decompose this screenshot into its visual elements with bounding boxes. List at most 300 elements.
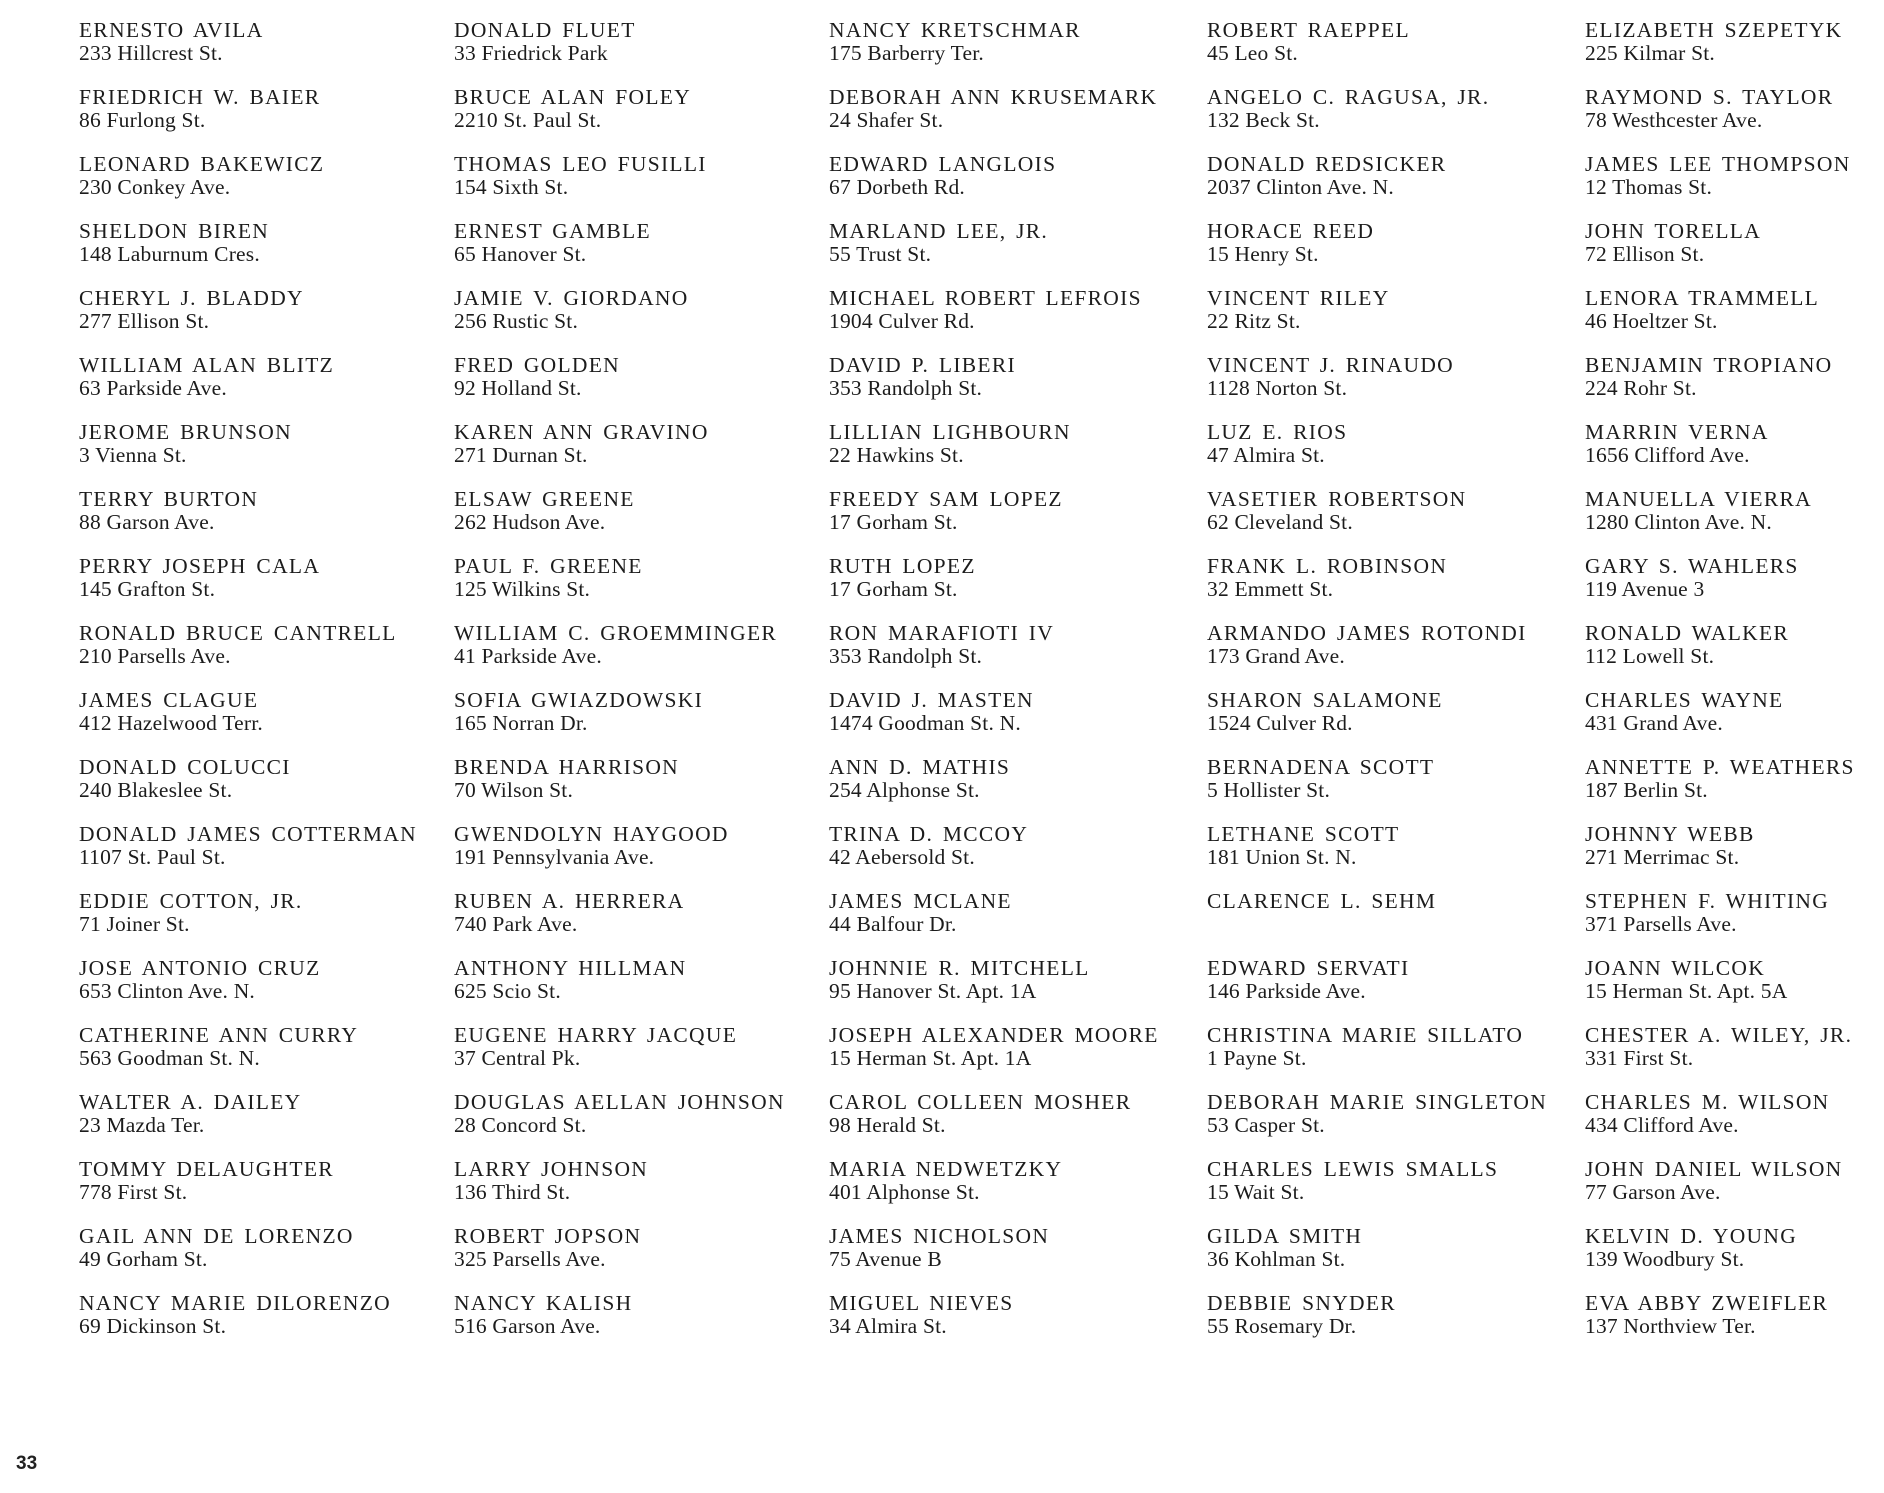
entry-name: MARRIN VERNA xyxy=(1585,420,1769,444)
entry-name: EVA ABBY ZWEIFLER xyxy=(1585,1291,1829,1315)
directory-entry xyxy=(1585,421,1881,488)
entry-name: DONALD JAMES COTTERMAN xyxy=(79,822,417,846)
entry-address: 69 Dickinson St. xyxy=(79,1314,227,1338)
entry-name: JOHNNY WEBB xyxy=(1585,822,1755,846)
directory-entry xyxy=(454,1024,824,1091)
entry-name: DEBORAH MARIE SINGLETON xyxy=(1207,1090,1548,1114)
directory-entry xyxy=(1207,756,1577,823)
directory-entry xyxy=(829,1225,1199,1292)
entry-address: 17 Gorham St. xyxy=(829,510,958,534)
entry-name: RUTH LOPEZ xyxy=(829,554,976,578)
directory-entry xyxy=(79,19,449,86)
entry-address: 146 Parkside Ave. xyxy=(1207,979,1366,1003)
entry-name: EDWARD SERVATI xyxy=(1207,956,1410,980)
entry-address: 401 Alphonse St. xyxy=(829,1180,980,1204)
entry-address: 41 Parkside Ave. xyxy=(454,644,602,668)
directory-entry xyxy=(454,86,824,153)
directory-entry xyxy=(1585,19,1881,86)
entry-name: SOFIA GWIAZDOWSKI xyxy=(454,688,704,712)
entry-name: KELVIN D. YOUNG xyxy=(1585,1224,1798,1248)
entry-name: DEBBIE SNYDER xyxy=(1207,1291,1396,1315)
directory-entry xyxy=(1585,823,1881,890)
entry-name: NANCY KALISH xyxy=(454,1291,633,1315)
entry-address: 46 Hoeltzer St. xyxy=(1585,309,1718,333)
entry-name: JEROME BRUNSON xyxy=(79,420,292,444)
entry-name: BRENDA HARRISON xyxy=(454,755,679,779)
entry-name: THOMAS LEO FUSILLI xyxy=(454,152,707,176)
directory-entry xyxy=(79,957,449,1024)
directory-entry xyxy=(1207,354,1577,421)
entry-address: 78 Westhcester Ave. xyxy=(1585,108,1763,132)
entry-address: 95 Hanover St. Apt. 1A xyxy=(829,979,1037,1003)
entry-address: 175 Barberry Ter. xyxy=(829,41,984,65)
entry-name: DAVID P. LIBERI xyxy=(829,353,1016,377)
entry-address: 77 Garson Ave. xyxy=(1585,1180,1721,1204)
directory-entry xyxy=(79,86,449,153)
entry-name: MIGUEL NIEVES xyxy=(829,1291,1014,1315)
directory-entry xyxy=(79,220,449,287)
directory-entry xyxy=(79,1225,449,1292)
directory-entry xyxy=(79,1091,449,1158)
directory-entry xyxy=(79,153,449,220)
entry-name: LILLIAN LIGHBOURN xyxy=(829,420,1071,444)
entry-name: VINCENT J. RINAUDO xyxy=(1207,353,1454,377)
entry-name: RONALD WALKER xyxy=(1585,621,1790,645)
entry-name: LARRY JOHNSON xyxy=(454,1157,649,1181)
entry-address: 17 Gorham St. xyxy=(829,577,958,601)
entry-address: 132 Beck St. xyxy=(1207,108,1320,132)
directory-entry xyxy=(1207,86,1577,153)
directory-entry xyxy=(454,1225,824,1292)
entry-address: 44 Balfour Dr. xyxy=(829,912,957,936)
entry-name: BERNADENA SCOTT xyxy=(1207,755,1435,779)
directory-entry xyxy=(1207,1292,1577,1359)
directory-entry xyxy=(79,823,449,890)
directory-entry xyxy=(454,555,824,622)
directory-entry xyxy=(1207,488,1577,555)
entry-name: GILDA SMITH xyxy=(1207,1224,1363,1248)
entry-name: JOHN DANIEL WILSON xyxy=(1585,1157,1843,1181)
entry-address: 28 Concord St. xyxy=(454,1113,587,1137)
entry-address: 139 Woodbury St. xyxy=(1585,1247,1745,1271)
entry-address: 431 Grand Ave. xyxy=(1585,711,1723,735)
entry-name: WALTER A. DAILEY xyxy=(79,1090,302,1114)
directory-entry xyxy=(829,823,1199,890)
directory-entry xyxy=(829,689,1199,756)
entry-name: JAMES NICHOLSON xyxy=(829,1224,1050,1248)
directory-entry xyxy=(1207,689,1577,756)
entry-address: 2037 Clinton Ave. N. xyxy=(1207,175,1394,199)
entry-address: 55 Rosemary Dr. xyxy=(1207,1314,1357,1338)
entry-name: MANUELLA VIERRA xyxy=(1585,487,1812,511)
entry-address: 49 Gorham St. xyxy=(79,1247,208,1271)
directory-entry xyxy=(1207,1225,1577,1292)
entry-name: LENORA TRAMMELL xyxy=(1585,286,1820,310)
entry-address: 181 Union St. N. xyxy=(1207,845,1357,869)
entry-address: 516 Garson Ave. xyxy=(454,1314,601,1338)
entry-name: MARLAND LEE, JR. xyxy=(829,219,1049,243)
directory-entry xyxy=(79,890,449,957)
entry-name: ANTHONY HILLMAN xyxy=(454,956,687,980)
entry-address: 45 Leo St. xyxy=(1207,41,1298,65)
directory-entry xyxy=(829,153,1199,220)
entry-name: RUBEN A. HERRERA xyxy=(454,889,685,913)
entry-address: 371 Parsells Ave. xyxy=(1585,912,1737,936)
directory-entry xyxy=(829,957,1199,1024)
entry-name: CATHERINE ANN CURRY xyxy=(79,1023,359,1047)
entry-address: 262 Hudson Ave. xyxy=(454,510,606,534)
entry-address: 563 Goodman St. N. xyxy=(79,1046,260,1070)
entry-name: NANCY MARIE DILORENZO xyxy=(79,1291,391,1315)
entry-address: 67 Dorbeth Rd. xyxy=(829,175,965,199)
directory-entry xyxy=(79,622,449,689)
entry-name: ANNETTE P. WEATHERS xyxy=(1585,755,1855,779)
directory-entry xyxy=(454,421,824,488)
entry-name: JOSEPH ALEXANDER MOORE xyxy=(829,1023,1159,1047)
directory-entry xyxy=(79,488,449,555)
entry-address: 53 Casper St. xyxy=(1207,1113,1325,1137)
directory-column-2 xyxy=(454,19,824,1359)
directory-entry xyxy=(1207,287,1577,354)
entry-address: 42 Aebersold St. xyxy=(829,845,975,869)
entry-address: 412 Hazelwood Terr. xyxy=(79,711,263,735)
entry-name: FRIEDRICH W. BAIER xyxy=(79,85,321,109)
directory-entry xyxy=(454,1292,824,1359)
entry-address: 32 Emmett St. xyxy=(1207,577,1334,601)
entry-name: DONALD REDSICKER xyxy=(1207,152,1447,176)
directory-entry xyxy=(454,488,824,555)
directory-entry xyxy=(1585,689,1881,756)
entry-address: 173 Grand Ave. xyxy=(1207,644,1345,668)
directory-entry xyxy=(1585,555,1881,622)
directory-entry xyxy=(454,1158,824,1225)
directory-entry xyxy=(79,354,449,421)
entry-name: GWENDOLYN HAYGOOD xyxy=(454,822,729,846)
entry-address: 256 Rustic St. xyxy=(454,309,579,333)
entry-name: TOMMY DELAUGHTER xyxy=(79,1157,334,1181)
directory-entry xyxy=(454,1091,824,1158)
entry-name: CHERYL J. BLADDY xyxy=(79,286,304,310)
entry-name: CHRISTINA MARIE SILLATO xyxy=(1207,1023,1524,1047)
entry-name: CHARLES M. WILSON xyxy=(1585,1090,1830,1114)
entry-name: CAROL COLLEEN MOSHER xyxy=(829,1090,1132,1114)
entry-address: 75 Avenue B xyxy=(829,1247,942,1271)
entry-name: EDWARD LANGLOIS xyxy=(829,152,1057,176)
entry-address: 33 Friedrick Park xyxy=(454,41,608,65)
entry-address: 225 Kilmar St. xyxy=(1585,41,1716,65)
entry-name: JOANN WILCOK xyxy=(1585,956,1766,980)
directory-entry xyxy=(1585,287,1881,354)
entry-name: PAUL F. GREENE xyxy=(454,554,643,578)
entry-address: 119 Avenue 3 xyxy=(1585,577,1705,601)
entry-address: 5 Hollister St. xyxy=(1207,778,1331,802)
entry-name: EUGENE HARRY JACQUE xyxy=(454,1023,738,1047)
entry-name: ELIZABETH SZEPETYK xyxy=(1585,18,1843,42)
directory-entry xyxy=(1585,153,1881,220)
directory-entry xyxy=(1585,756,1881,823)
entry-address: 62 Cleveland St. xyxy=(1207,510,1353,534)
directory-entry xyxy=(454,287,824,354)
entry-address: 145 Grafton St. xyxy=(79,577,216,601)
entry-name: FREEDY SAM LOPEZ xyxy=(829,487,1063,511)
entry-name: ERNESTO AVILA xyxy=(79,18,264,42)
directory-entry xyxy=(1585,890,1881,957)
directory-entry xyxy=(454,622,824,689)
entry-address: 22 Hawkins St. xyxy=(829,443,964,467)
directory-entry xyxy=(79,421,449,488)
directory-entry xyxy=(829,421,1199,488)
entry-address: 22 Ritz St. xyxy=(1207,309,1301,333)
entry-name: VINCENT RILEY xyxy=(1207,286,1390,310)
entry-address: 15 Wait St. xyxy=(1207,1180,1305,1204)
entry-address: 24 Shafer St. xyxy=(829,108,944,132)
entry-address: 1904 Culver Rd. xyxy=(829,309,975,333)
directory-entry xyxy=(79,1024,449,1091)
directory-entry xyxy=(1585,1091,1881,1158)
entry-name: SHARON SALAMONE xyxy=(1207,688,1443,712)
entry-address: 2210 St. Paul St. xyxy=(454,108,602,132)
entry-address: 72 Ellison St. xyxy=(1585,242,1705,266)
directory-entry xyxy=(1585,1158,1881,1225)
entry-name: LUZ E. RIOS xyxy=(1207,420,1348,444)
directory-entry xyxy=(829,622,1199,689)
entry-address: 1128 Norton St. xyxy=(1207,376,1348,400)
directory-entry xyxy=(829,488,1199,555)
directory-entry xyxy=(79,1158,449,1225)
directory-entry xyxy=(1585,622,1881,689)
entry-name: TERRY BURTON xyxy=(79,487,259,511)
entry-name: CHARLES WAYNE xyxy=(1585,688,1784,712)
directory-entry xyxy=(1585,220,1881,287)
entry-address: 1474 Goodman St. N. xyxy=(829,711,1021,735)
directory-entry xyxy=(829,555,1199,622)
directory-column-1 xyxy=(79,19,449,1359)
directory-column-4 xyxy=(1207,19,1577,1359)
directory-entry xyxy=(829,19,1199,86)
directory-entry xyxy=(829,354,1199,421)
entry-address: 224 Rohr St. xyxy=(1585,376,1697,400)
entry-name: LETHANE SCOTT xyxy=(1207,822,1400,846)
directory-entry xyxy=(454,890,824,957)
entry-name: JAMES LEE THOMPSON xyxy=(1585,152,1851,176)
entry-name: JAMES CLAGUE xyxy=(79,688,259,712)
page-number: 33 xyxy=(16,1453,38,1474)
entry-address: 15 Henry St. xyxy=(1207,242,1319,266)
directory-entry xyxy=(1207,823,1577,890)
entry-address: 353 Randolph St. xyxy=(829,376,983,400)
directory-entry xyxy=(1207,421,1577,488)
entry-name: TRINA D. MCCOY xyxy=(829,822,1029,846)
directory-entry xyxy=(1207,1158,1577,1225)
entry-name: CHARLES LEWIS SMALLS xyxy=(1207,1157,1499,1181)
entry-name: JOSE ANTONIO CRUZ xyxy=(79,956,321,980)
directory-entry xyxy=(1585,86,1881,153)
directory-entry xyxy=(1207,957,1577,1024)
entry-name: WILLIAM ALAN BLITZ xyxy=(79,353,335,377)
entry-name: ELSAW GREENE xyxy=(454,487,635,511)
entry-address: 191 Pennsylvania Ave. xyxy=(454,845,655,869)
entry-address: 778 First St. xyxy=(79,1180,188,1204)
entry-address: 63 Parkside Ave. xyxy=(79,376,227,400)
directory-entry xyxy=(1585,957,1881,1024)
directory-entry xyxy=(1207,622,1577,689)
entry-name: KAREN ANN GRAVINO xyxy=(454,420,709,444)
entry-name: FRED GOLDEN xyxy=(454,353,621,377)
entry-name: ERNEST GAMBLE xyxy=(454,219,651,243)
entry-name: ROBERT JOPSON xyxy=(454,1224,642,1248)
entry-address: 277 Ellison St. xyxy=(79,309,210,333)
directory-entry xyxy=(79,756,449,823)
entry-address: 625 Scio St. xyxy=(454,979,561,1003)
entry-name: RON MARAFIOTI IV xyxy=(829,621,1055,645)
entry-name: BENJAMIN TROPIANO xyxy=(1585,353,1833,377)
entry-address: 331 First St. xyxy=(1585,1046,1694,1070)
entry-address: 187 Berlin St. xyxy=(1585,778,1708,802)
entry-address: 653 Clinton Ave. N. xyxy=(79,979,255,1003)
entry-address: 55 Trust St. xyxy=(829,242,932,266)
directory-entry xyxy=(829,756,1199,823)
entry-name: RONALD BRUCE CANTRELL xyxy=(79,621,397,645)
entry-address: 210 Parsells Ave. xyxy=(79,644,231,668)
directory-entry xyxy=(829,890,1199,957)
entry-address: 1107 St. Paul St. xyxy=(79,845,226,869)
directory-entry xyxy=(79,555,449,622)
entry-name: DONALD COLUCCI xyxy=(79,755,291,779)
directory-entry xyxy=(1585,1292,1881,1359)
directory-column-5 xyxy=(1585,19,1881,1359)
entry-name: BRUCE ALAN FOLEY xyxy=(454,85,692,109)
entry-address: 86 Furlong St. xyxy=(79,108,206,132)
entry-name: EDDIE COTTON, JR. xyxy=(79,889,303,913)
entry-address: 3 Vienna St. xyxy=(79,443,187,467)
entry-address: 271 Merrimac St. xyxy=(1585,845,1740,869)
entry-name: JAMIE V. GIORDANO xyxy=(454,286,689,310)
entry-name: VASETIER ROBERTSON xyxy=(1207,487,1467,511)
entry-address: 36 Kohlman St. xyxy=(1207,1247,1346,1271)
directory-entry xyxy=(1585,354,1881,421)
entry-name: STEPHEN F. WHITING xyxy=(1585,889,1830,913)
directory-entry xyxy=(1585,488,1881,555)
directory-entry xyxy=(829,1292,1199,1359)
entry-address: 15 Herman St. Apt. 5A xyxy=(1585,979,1788,1003)
entry-name: RAYMOND S. TAYLOR xyxy=(1585,85,1834,109)
entry-address: 353 Randolph St. xyxy=(829,644,983,668)
entry-address: 1280 Clinton Ave. N. xyxy=(1585,510,1772,534)
directory-entry xyxy=(829,220,1199,287)
directory-entry xyxy=(1585,1024,1881,1091)
directory-entry xyxy=(79,1292,449,1359)
directory-entry xyxy=(454,220,824,287)
directory-entry xyxy=(829,1024,1199,1091)
entry-name: ANN D. MATHIS xyxy=(829,755,1011,779)
entry-name: ARMANDO JAMES ROTONDI xyxy=(1207,621,1527,645)
entry-name: JOHN TORELLA xyxy=(1585,219,1762,243)
entry-address: 71 Joiner St. xyxy=(79,912,190,936)
entry-name: DONALD FLUET xyxy=(454,18,636,42)
entry-name: WILLIAM C. GROEMMINGER xyxy=(454,621,778,645)
entry-address: 37 Central Pk. xyxy=(454,1046,581,1070)
entry-address: 165 Norran Dr. xyxy=(454,711,588,735)
directory-entry xyxy=(79,287,449,354)
directory-entry xyxy=(1585,1225,1881,1292)
entry-name: JOHNNIE R. MITCHELL xyxy=(829,956,1090,980)
directory-column-3 xyxy=(829,19,1199,1359)
entry-address: 240 Blakeslee St. xyxy=(79,778,233,802)
entry-address: 740 Park Ave. xyxy=(454,912,578,936)
entry-name: NANCY KRETSCHMAR xyxy=(829,18,1081,42)
entry-name: MARIA NEDWETZKY xyxy=(829,1157,1063,1181)
directory-entry xyxy=(454,756,824,823)
directory-entry xyxy=(1207,1091,1577,1158)
entry-address: 12 Thomas St. xyxy=(1585,175,1713,199)
entry-name: DAVID J. MASTEN xyxy=(829,688,1034,712)
entry-name: GAIL ANN DE LORENZO xyxy=(79,1224,354,1248)
entry-name: DEBORAH ANN KRUSEMARK xyxy=(829,85,1158,109)
directory-entry xyxy=(1207,153,1577,220)
directory-entry xyxy=(1207,890,1577,957)
directory-entry xyxy=(829,1158,1199,1225)
entry-address: 148 Laburnum Cres. xyxy=(79,242,260,266)
directory-entry xyxy=(1207,19,1577,86)
entry-name: MICHAEL ROBERT LEFROIS xyxy=(829,286,1142,310)
entry-address: 23 Mazda Ter. xyxy=(79,1113,205,1137)
entry-address: 434 Clifford Ave. xyxy=(1585,1113,1739,1137)
entry-name: DOUGLAS AELLAN JOHNSON xyxy=(454,1090,785,1114)
entry-name: PERRY JOSEPH CALA xyxy=(79,554,321,578)
entry-name: ROBERT RAEPPEL xyxy=(1207,18,1410,42)
entry-address: 47 Almira St. xyxy=(1207,443,1325,467)
entry-name: HORACE REED xyxy=(1207,219,1375,243)
entry-address: 1 Payne St. xyxy=(1207,1046,1307,1070)
directory-entry xyxy=(829,287,1199,354)
entry-address: 34 Almira St. xyxy=(829,1314,947,1338)
directory-entry xyxy=(1207,220,1577,287)
entry-name: SHELDON BIREN xyxy=(79,219,270,243)
entry-address: 15 Herman St. Apt. 1A xyxy=(829,1046,1032,1070)
directory-entry xyxy=(829,86,1199,153)
entry-name: CHESTER A. WILEY, JR. xyxy=(1585,1023,1853,1047)
entry-address: 88 Garson Ave. xyxy=(79,510,215,534)
directory-entry xyxy=(454,689,824,756)
entry-name: LEONARD BAKEWICZ xyxy=(79,152,325,176)
entry-address: 70 Wilson St. xyxy=(454,778,574,802)
directory-entry xyxy=(1207,555,1577,622)
entry-name: FRANK L. ROBINSON xyxy=(1207,554,1448,578)
entry-address: 1656 Clifford Ave. xyxy=(1585,443,1750,467)
entry-address: 230 Conkey Ave. xyxy=(79,175,231,199)
entry-address: 98 Herald St. xyxy=(829,1113,946,1137)
directory-entry xyxy=(454,354,824,421)
entry-address: 1524 Culver Rd. xyxy=(1207,711,1353,735)
entry-name: GARY S. WAHLERS xyxy=(1585,554,1799,578)
entry-address: 125 Wilkins St. xyxy=(454,577,591,601)
directory-entry xyxy=(454,19,824,86)
entry-address: 233 Hillcrest St. xyxy=(79,41,223,65)
directory-entry xyxy=(829,1091,1199,1158)
entry-address: 254 Alphonse St. xyxy=(829,778,980,802)
directory-entry xyxy=(79,689,449,756)
entry-name: ANGELO C. RAGUSA, JR. xyxy=(1207,85,1490,109)
directory-entry xyxy=(454,957,824,1024)
entry-address: 271 Durnan St. xyxy=(454,443,588,467)
entry-name: JAMES MCLANE xyxy=(829,889,1012,913)
directory-entry xyxy=(454,153,824,220)
directory-entry xyxy=(1207,1024,1577,1091)
entry-address: 65 Hanover St. xyxy=(454,242,587,266)
directory-entry xyxy=(454,823,824,890)
entry-name: CLARENCE L. SEHM xyxy=(1207,889,1437,913)
entry-address: 136 Third St. xyxy=(454,1180,571,1204)
